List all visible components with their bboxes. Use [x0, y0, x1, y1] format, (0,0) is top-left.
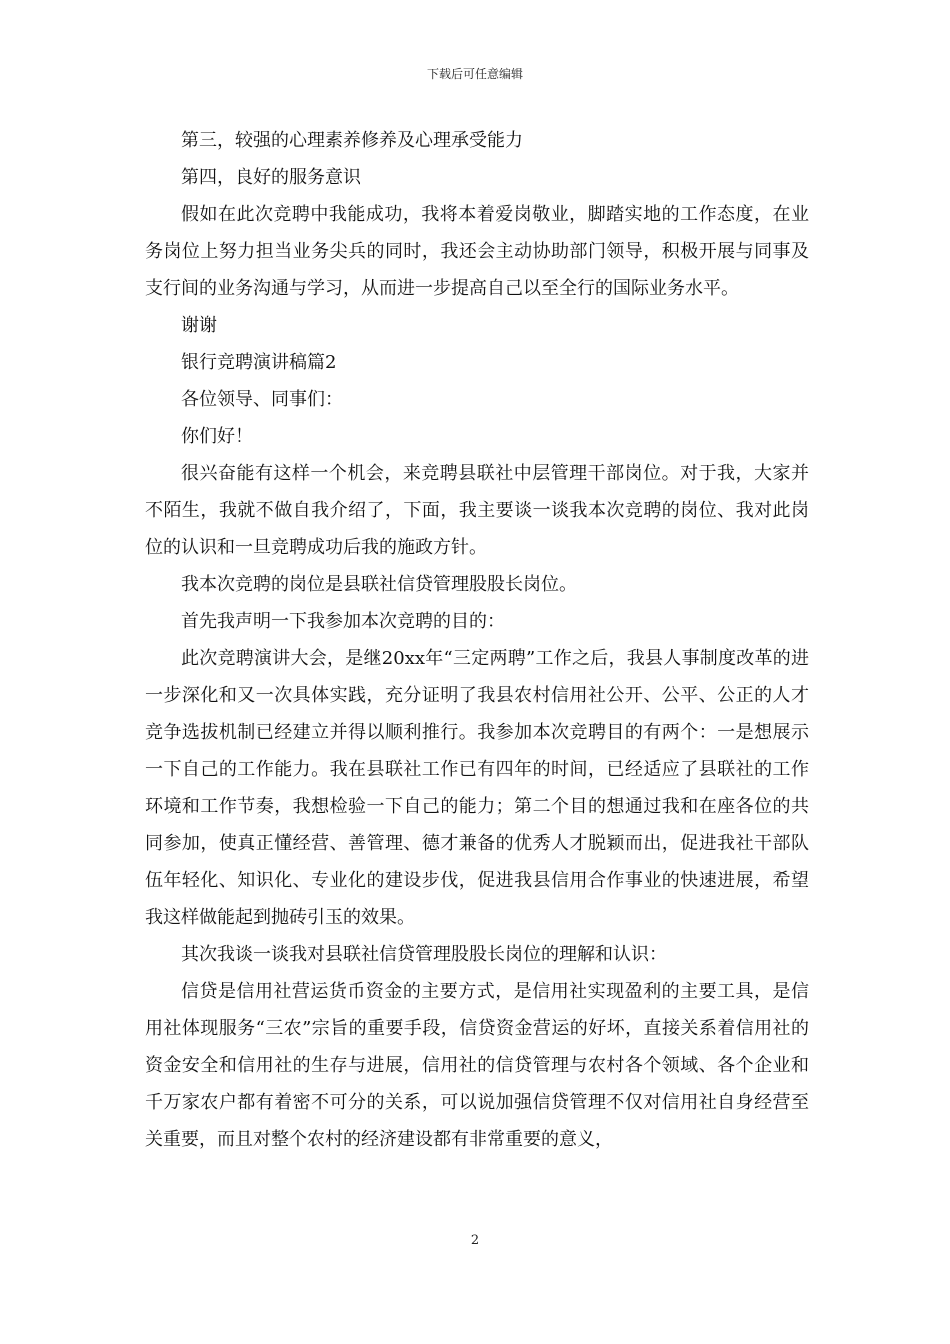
salutation: 各位领导、同事们：: [181, 389, 343, 410]
paragraph: 其次我谈一谈我对县联社信贷管理股股长岗位的理解和认识：: [181, 944, 667, 965]
paragraph: 假如在此次竞聘中我能成功，我将本着爱岗敬业，脚踏实地的工作态度，在业务岗位上努力担当业务尖兵的同时，我还会主动协助部门领导，积极开展与同事及支行间的业务沟通与学习，从而进一步提高自己以至全行的国际业务水平。: [145, 204, 809, 299]
document-body: [145, 122, 809, 1158]
paragraph: 首先我声明一下我参加本次竞聘的目的：: [181, 611, 505, 632]
paragraph: 信贷是信用社营运货币资金的主要方式，是信用社实现盈利的主要工具，是信用社体现服务“三农”宗旨的重要手段，信贷资金营运的好坏，直接关系着信用社的资金安全和信用社的生存与进展，信用社的信贷管理与农村各个领域、各个企业和千万家农户都有着密不可分的关系，可以说加强信贷管理不仅对信用社自身经营至关重要，而且对整个农村的经济建设都有非常重要的意义，: [145, 981, 809, 1150]
paragraph: 第三，较强的心理素养修养及心理承受能力: [181, 130, 523, 151]
greeting: 你们好！: [181, 426, 253, 447]
section-title: 银行竞聘演讲稿篇2: [181, 352, 337, 373]
page-number: 2: [470, 1233, 480, 1248]
paragraph: 很兴奋能有这样一个机会，来竞聘县联社中层管理干部岗位。对于我，大家并不陌生，我就不做自我介绍了，下面，我主要谈一谈我本次竞聘的岗位、我对此岗位的认识和一旦竞聘成功后我的施政方针。: [145, 463, 809, 558]
page-header: 下载后可任意编辑: [426, 67, 523, 81]
paragraph: 此次竞聘演讲大会，是继20xx年“三定两聘”工作之后，我县人事制度改革的进一步深化和又一次具体实践，充分证明了我县农村信用社公开、公平、公正的人才竞争选拔机制已经建立并得以顺利推行。我参加本次竞聘目的有两个：一是想展示一下自己的工作能力。我在县联社工作已有四年的时间，已经适应了县联社的工作环境和工作节奏，我想检验一下自己的能力；第二个目的想通过我和在座各位的共同参加，使真正懂经营、善管理、德才兼备的优秀人才脱颖而出，促进我社干部队伍年轻化、知识化、专业化的建设步伐，促进我县信用合作事业的快速进展，希望我这样做能起到抛砖引玉的效果。: [145, 648, 809, 928]
paragraph: 第四，良好的服务意识: [181, 167, 361, 188]
paragraph: 谢谢: [181, 315, 217, 336]
paragraph: 我本次竞聘的岗位是县联社信贷管理股股长岗位。: [181, 574, 577, 595]
